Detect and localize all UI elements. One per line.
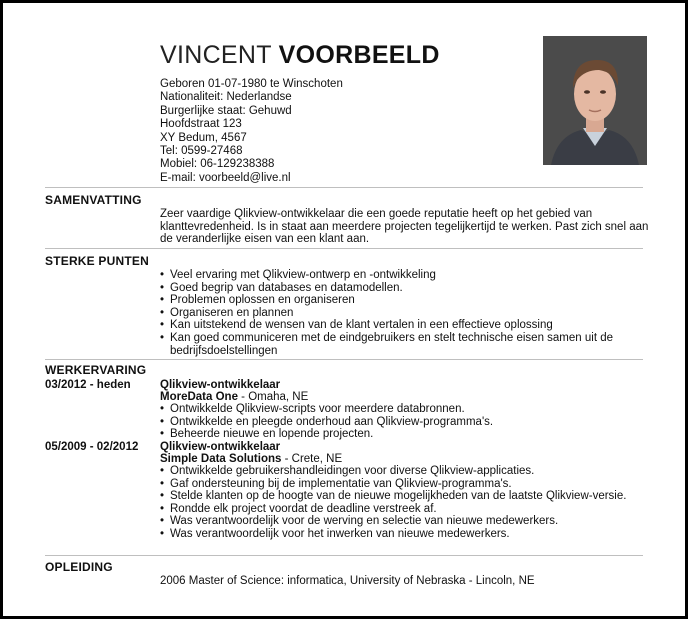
list-item: • Ontwikkelde gebruikershandleidingen voor diverse Qlikview-applicaties. bbox=[160, 465, 650, 478]
education-heading: OPLEIDING bbox=[45, 560, 113, 574]
job-title: Qlikview-ontwikkelaar bbox=[160, 441, 281, 453]
divider bbox=[45, 555, 643, 556]
list-item: • Organiseren en plannen bbox=[160, 307, 650, 320]
portrait-icon bbox=[543, 36, 647, 165]
nationality: Nationaliteit: Nederlandse bbox=[160, 91, 292, 104]
list-item: • Beheerde nieuwe en lopende projecten. bbox=[160, 428, 650, 441]
street-address: Hoofdstraat 123 bbox=[160, 118, 242, 131]
strengths-heading: STERKE PUNTEN bbox=[45, 254, 149, 268]
job-dates: 05/2009 - 02/2012 bbox=[45, 441, 139, 453]
company-name: MoreData One bbox=[160, 391, 238, 403]
candidate-name bbox=[160, 41, 440, 70]
list-item: • Gaf ondersteuning bij de implementatie van Qlikview-programma's. bbox=[160, 478, 650, 491]
email: E-mail: voorbeeld@live.nl bbox=[160, 171, 291, 184]
list-item: • Kan goed communiceren met de eindgebruikers en stelt technische eisen samen uit de bedrijfsdoelstellingen bbox=[160, 332, 650, 357]
job-employer bbox=[160, 391, 308, 403]
marital-status: Burgerlijke staat: Gehuwd bbox=[160, 104, 292, 117]
list-item: • Was verantwoordelijk voor de werving en selectie van nieuwe medewerkers. bbox=[160, 515, 650, 528]
summary-heading: SAMENVATTING bbox=[45, 193, 142, 207]
job-dates: 03/2012 - heden bbox=[45, 379, 131, 391]
list-item: • Problemen oplossen en organiseren bbox=[160, 294, 650, 307]
list-item: • Rondde elk project voordat de deadline verstreek af. bbox=[160, 503, 650, 516]
list-item: • Veel ervaring met Qlikview-ontwerp en -ontwikkeling bbox=[160, 269, 650, 282]
first-name: VINCENT bbox=[160, 41, 272, 69]
job-duties bbox=[160, 403, 650, 441]
strengths-list bbox=[160, 269, 650, 357]
list-item: • Goed begrip van databases en datamodellen. bbox=[160, 282, 650, 295]
job-title: Qlikview-ontwikkelaar bbox=[160, 379, 281, 391]
company-location: - Crete, NE bbox=[281, 453, 343, 465]
postal-city: XY Bedum, 4567 bbox=[160, 131, 247, 144]
company-location: - Omaha, NE bbox=[237, 391, 309, 403]
job-employer bbox=[160, 453, 342, 465]
company-name: Simple Data Solutions bbox=[160, 453, 282, 465]
divider bbox=[45, 187, 643, 188]
summary-text: Zeer vaardige Qlikview-ontwikkelaar die een goede reputatie heeft op het gebied van klanttevredenheid. Is in staat aan meerdere projecten tegelijkertijd te werken. Past zich snel aan de veranderlijke eisen van een klant aan. bbox=[160, 208, 649, 246]
divider bbox=[45, 248, 643, 249]
list-item: • Stelde klanten op de hoogte van de nieuwe mogelijkheden van de laatste Qlikview-versie. bbox=[160, 490, 650, 503]
phone: Tel: 0599-27468 bbox=[160, 145, 243, 158]
divider bbox=[45, 359, 643, 360]
list-item: • Ontwikkelde Qlikview-scripts voor meerdere databronnen. bbox=[160, 403, 650, 416]
last-name: VOORBEELD bbox=[278, 41, 440, 69]
list-item: • Ontwikkelde en pleegde onderhoud aan Qlikview-programma's. bbox=[160, 416, 650, 429]
job-duties bbox=[160, 465, 650, 541]
contact-details bbox=[160, 78, 343, 185]
birth-info: Geboren 01-07-1980 te Winschoten bbox=[160, 78, 343, 90]
list-item: • Kan uitstekend de wensen van de klant vertalen in een effectieve oplossing bbox=[160, 319, 650, 332]
mobile: Mobiel: 06-129238388 bbox=[160, 158, 275, 171]
profile-photo bbox=[543, 36, 647, 165]
education-text: 2006 Master of Science: informatica, University of Nebraska - Lincoln, NE bbox=[160, 575, 535, 587]
experience-heading: WERKERVARING bbox=[45, 363, 147, 377]
list-item: • Was verantwoordelijk voor het inwerken van nieuwe medewerkers. bbox=[160, 528, 650, 541]
